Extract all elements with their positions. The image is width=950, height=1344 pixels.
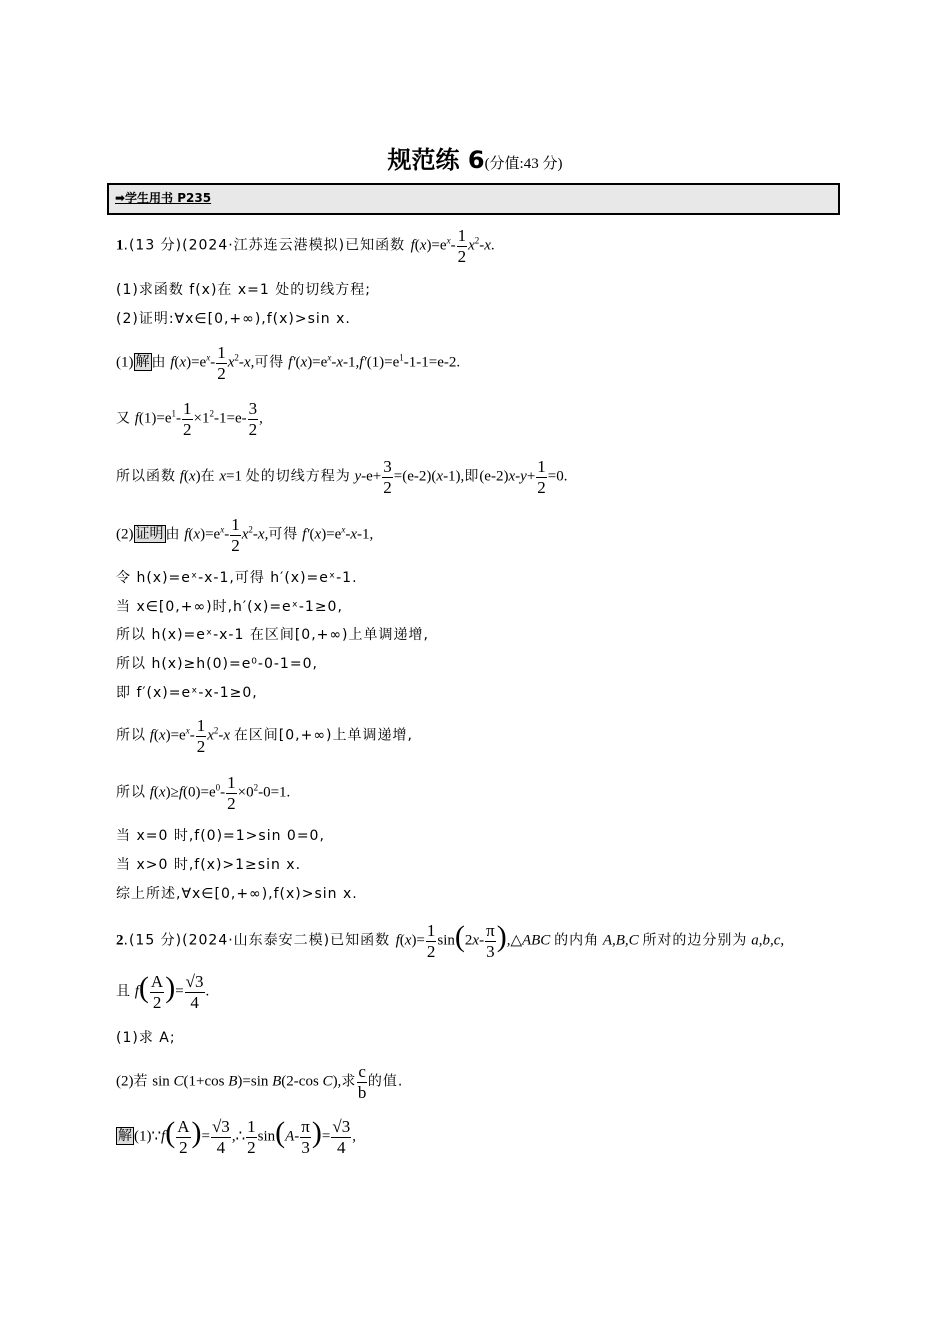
- q1-proof-line11: 综上所述,∀x∈[0,+∞),f(x)>sin x.: [116, 886, 358, 902]
- page-title: 规范练 6(分值:43 分): [387, 146, 563, 174]
- q1-header: 1.(13 分)(2024·江苏连云港模拟)已知函数 $f(x)=e^x-$ $\frac{1}{2}$ $x^2-x$.: [116, 226, 495, 266]
- q2-solution-line1: 解 (1)∵f( $\frac{A}{2}$ )= $\frac{√3}{4}$ ,∴ $\frac{1}{2}$ sin(A- $\frac{\pi}{3}$ )= $\frac{√3}{4}$ ,: [118, 1116, 356, 1157]
- q1-proof-line4: 所以 h(x)=eˣ-x-1 在区间[0,+∞)上单调递增,: [116, 627, 429, 643]
- solution-tag: 解: [135, 354, 150, 371]
- q1-proof-line6: 即 f′(x)=eˣ-x-1≥0,: [116, 685, 258, 701]
- q1-proof-line1: (2) 证明 由 $f(x)=e^x-$ $\frac{1}{2}$ $x^2-x$,可得 $f'(x)=e^x-x-1$,: [116, 515, 374, 555]
- q1-solution-line2: 又 $f(1)=e^1-$ $\frac{1}{2}$ $\times 1^2-1=e-$ $\frac{3}{2}$ ,: [116, 399, 263, 439]
- q2-condition: 且 f( $\frac{A}{2}$ )= $\frac{√3}{4}$ .: [116, 971, 210, 1012]
- proof-tag: 证明: [135, 526, 164, 543]
- q1-proof-line2: 令 h(x)=eˣ-x-1,可得 h′(x)=eˣ-1.: [116, 570, 358, 586]
- solution-tag: 解: [118, 1128, 132, 1145]
- q2-header: 2.(15 分)(2024·山东泰安二模)已知函数 f(x)= $\frac{1}{2}$ sin(2x- $\frac{\pi}{3}$ ),△ABC 的内角 A,B,C 所对的边分别为 a,b,c,: [116, 920, 785, 961]
- q1-proof-line5: 所以 h(x)≥h(0)=e⁰-0-1=0,: [116, 656, 318, 672]
- q1-proof-line3: 当 x∈[0,+∞)时,h′(x)=eˣ-1≥0,: [116, 599, 343, 615]
- q2-part2: (2)若 sin C(1+cos B)=sin B(2-cos C),求 $\frac{c}{b}$ 的值.: [116, 1062, 404, 1102]
- book-reference-bar: ➡学生用书 P235: [107, 183, 840, 215]
- q1-part2: (2)证明:∀x∈[0,+∞),f(x)>sin x.: [116, 311, 351, 327]
- q1-proof-line7: 所以 $f(x)=e^x-$ $\frac{1}{2}$ $x^2-x$ 在区间[0,+∞)上单调递增,: [116, 716, 413, 756]
- q1-proof-line9: 当 x=0 时,f(0)=1>sin 0=0,: [116, 828, 325, 844]
- q2-part1: (1)求 A;: [116, 1030, 176, 1046]
- q1-proof-line8: 所以 $f(x)\ge f(0)=e^0-$ $\frac{1}{2}$ $\times 0^2-0=1$.: [116, 773, 291, 813]
- q1-proof-line10: 当 x>0 时,f(x)>1≥sin x.: [116, 857, 302, 873]
- q1-part1: (1)求函数 f(x)在 x=1 处的切线方程;: [116, 282, 371, 298]
- q1-solution-line1: (1) 解 由 $f(x)=e^x-$ $\frac{1}{2}$ $x^2-x$,可得 $f'(x)=e^x-x-1,f'(1)=e^1-1-1=e-2$.: [116, 343, 461, 383]
- q1-solution-line3: 所以函数 f(x)在 x=1 处的切线方程为 y-e+ $\frac{3}{2}$ =(e-2)(x-1),即(e-2)x-y+ $\frac{1}{2}$ =0.: [116, 457, 568, 497]
- fraction: $\frac{1}{2}$: [457, 226, 467, 266]
